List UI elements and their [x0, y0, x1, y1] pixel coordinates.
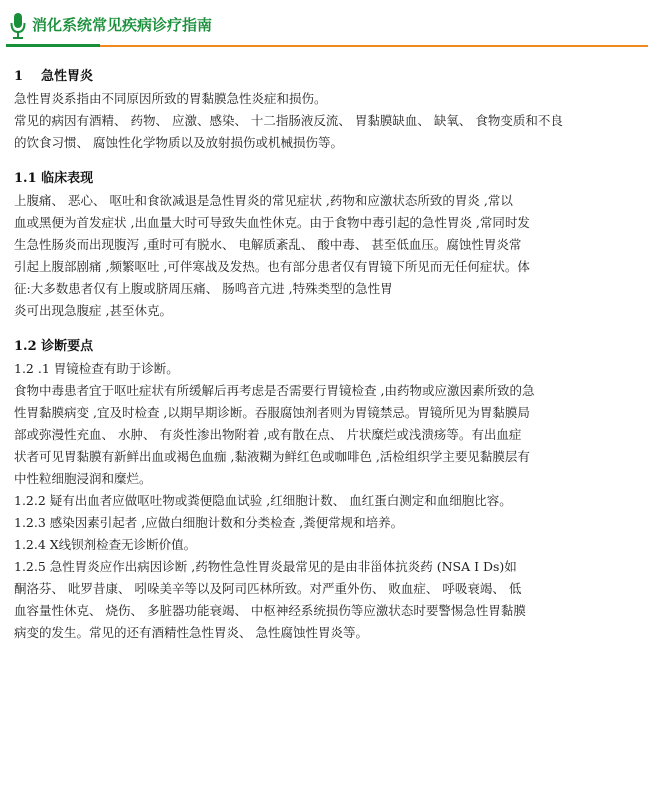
paragraph-line: 中性粒细胞浸润和糜烂。	[14, 471, 152, 486]
paragraph-line: 部或弥漫性充血、 水肿、 有炎性渗出物附着 ,或有散在点、 片状糜烂或浅溃疡等。有出血症	[14, 427, 522, 442]
section-title: 急性胃炎	[41, 69, 94, 84]
paragraph-line: 酮洛芬、 吡罗昔康、 吲哚美辛等以及阿司匹林所致。对严重外伤、 败血症、 呼吸衰竭、 低	[14, 581, 522, 596]
paragraph-line: 1.2.4 X线钡剂检查无诊断价值。	[14, 537, 197, 552]
paragraph-line: 1.2.3 感染因素引起者 ,应做白细胞计数和分类检查 ,粪便常规和培养。	[14, 515, 404, 530]
section-heading	[14, 66, 646, 88]
paragraph-line: 食物中毒患者宜于呕吐症状有所缓解后再考虑是否需要行胃镜检查 ,由药物或应激因素所致的急	[14, 383, 535, 398]
microphone-icon	[10, 12, 26, 40]
paragraph-line: 急性胃炎系指由不同原因所致的胃黏膜急性炎症和损伤。	[14, 91, 327, 106]
page-title: 消化系统常见疾病诊疗指南	[32, 16, 213, 34]
paragraph-line: 引起上腹部剧痛 ,频繁呕吐 ,可伴寒战及发热。也有部分患者仅有胃镜下所见而无任何症状。体	[14, 259, 530, 274]
subsection-heading: 1.1 临床表现	[14, 171, 94, 186]
paragraph-line: 1.2 .1 胃镜检查有助于诊断。	[14, 361, 179, 376]
section-number: 1	[14, 69, 24, 84]
paragraph-line: 生急性肠炎而出现腹泻 ,重时可有脱水、 电解质紊乱、 酸中毒、 甚至低血压。腐蚀性胃炎常	[14, 237, 522, 252]
paragraph-line: 病变的发生。常见的还有酒精性急性胃炎、 急性腐蚀性胃炎等。	[14, 625, 368, 640]
page-header	[0, 0, 654, 48]
paragraph-line: 血或黑便为首发症状 ,出血量大时可导致失血性休克。由于食物中毒引起的急性胃炎 ,常同时发	[14, 215, 530, 230]
paragraph-line: 上腹痛、 恶心、 呕吐和食欲减退是急性胃炎的常见症状 ,药物和应激状态所致的胃炎 ,常以	[14, 193, 513, 208]
header-rule-green	[6, 44, 100, 47]
paragraph-line: 状者可见胃黏膜有新鲜出血或褐色血痂 ,黏液糊为鲜红色或咖啡色 ,活检组织学主要见黏膜层有	[14, 449, 530, 464]
paragraph-line: 性胃黏膜病变 ,宜及时检查 ,以期早期诊断。吞服腐蚀剂者则为胃镜禁忌。胃镜所见为胃黏膜局	[14, 405, 530, 420]
paragraph-line: 1.2.5 急性胃炎应作出病因诊断 ,药物性急性胃炎最常见的是由非甾体抗炎药 (NSA I Ds)如	[14, 559, 517, 574]
header-rule-orange	[100, 45, 648, 47]
paragraph-line: 1.2.2 疑有出血者应做呕吐物或粪便隐血试验 ,红细胞计数、 血红蛋白测定和血细胞比容。	[14, 493, 512, 508]
paragraph-line: 征:大多数患者仅有上腹或脐周压痛、 肠鸣音亢进 ,特殊类型的急性胃	[14, 281, 393, 296]
paragraph-line: 的饮食习惯、 腐蚀性化学物质以及放射损伤或机械损伤等。	[14, 135, 343, 150]
paragraph-line: 血容量性休克、 烧伤、 多脏器功能衰竭、 中枢神经系统损伤等应激状态时要警惕急性胃黏膜	[14, 603, 526, 618]
subsection-heading: 1.2 诊断要点	[14, 339, 94, 354]
paragraph-line: 常见的病因有酒精、 药物、 应激、感染、 十二指肠液反流、 胃黏膜缺血、 缺氧、 食物变质和不良	[14, 113, 563, 128]
paragraph-line: 炎可出现急腹症 ,甚至休克。	[14, 303, 172, 318]
article-body	[14, 66, 646, 644]
